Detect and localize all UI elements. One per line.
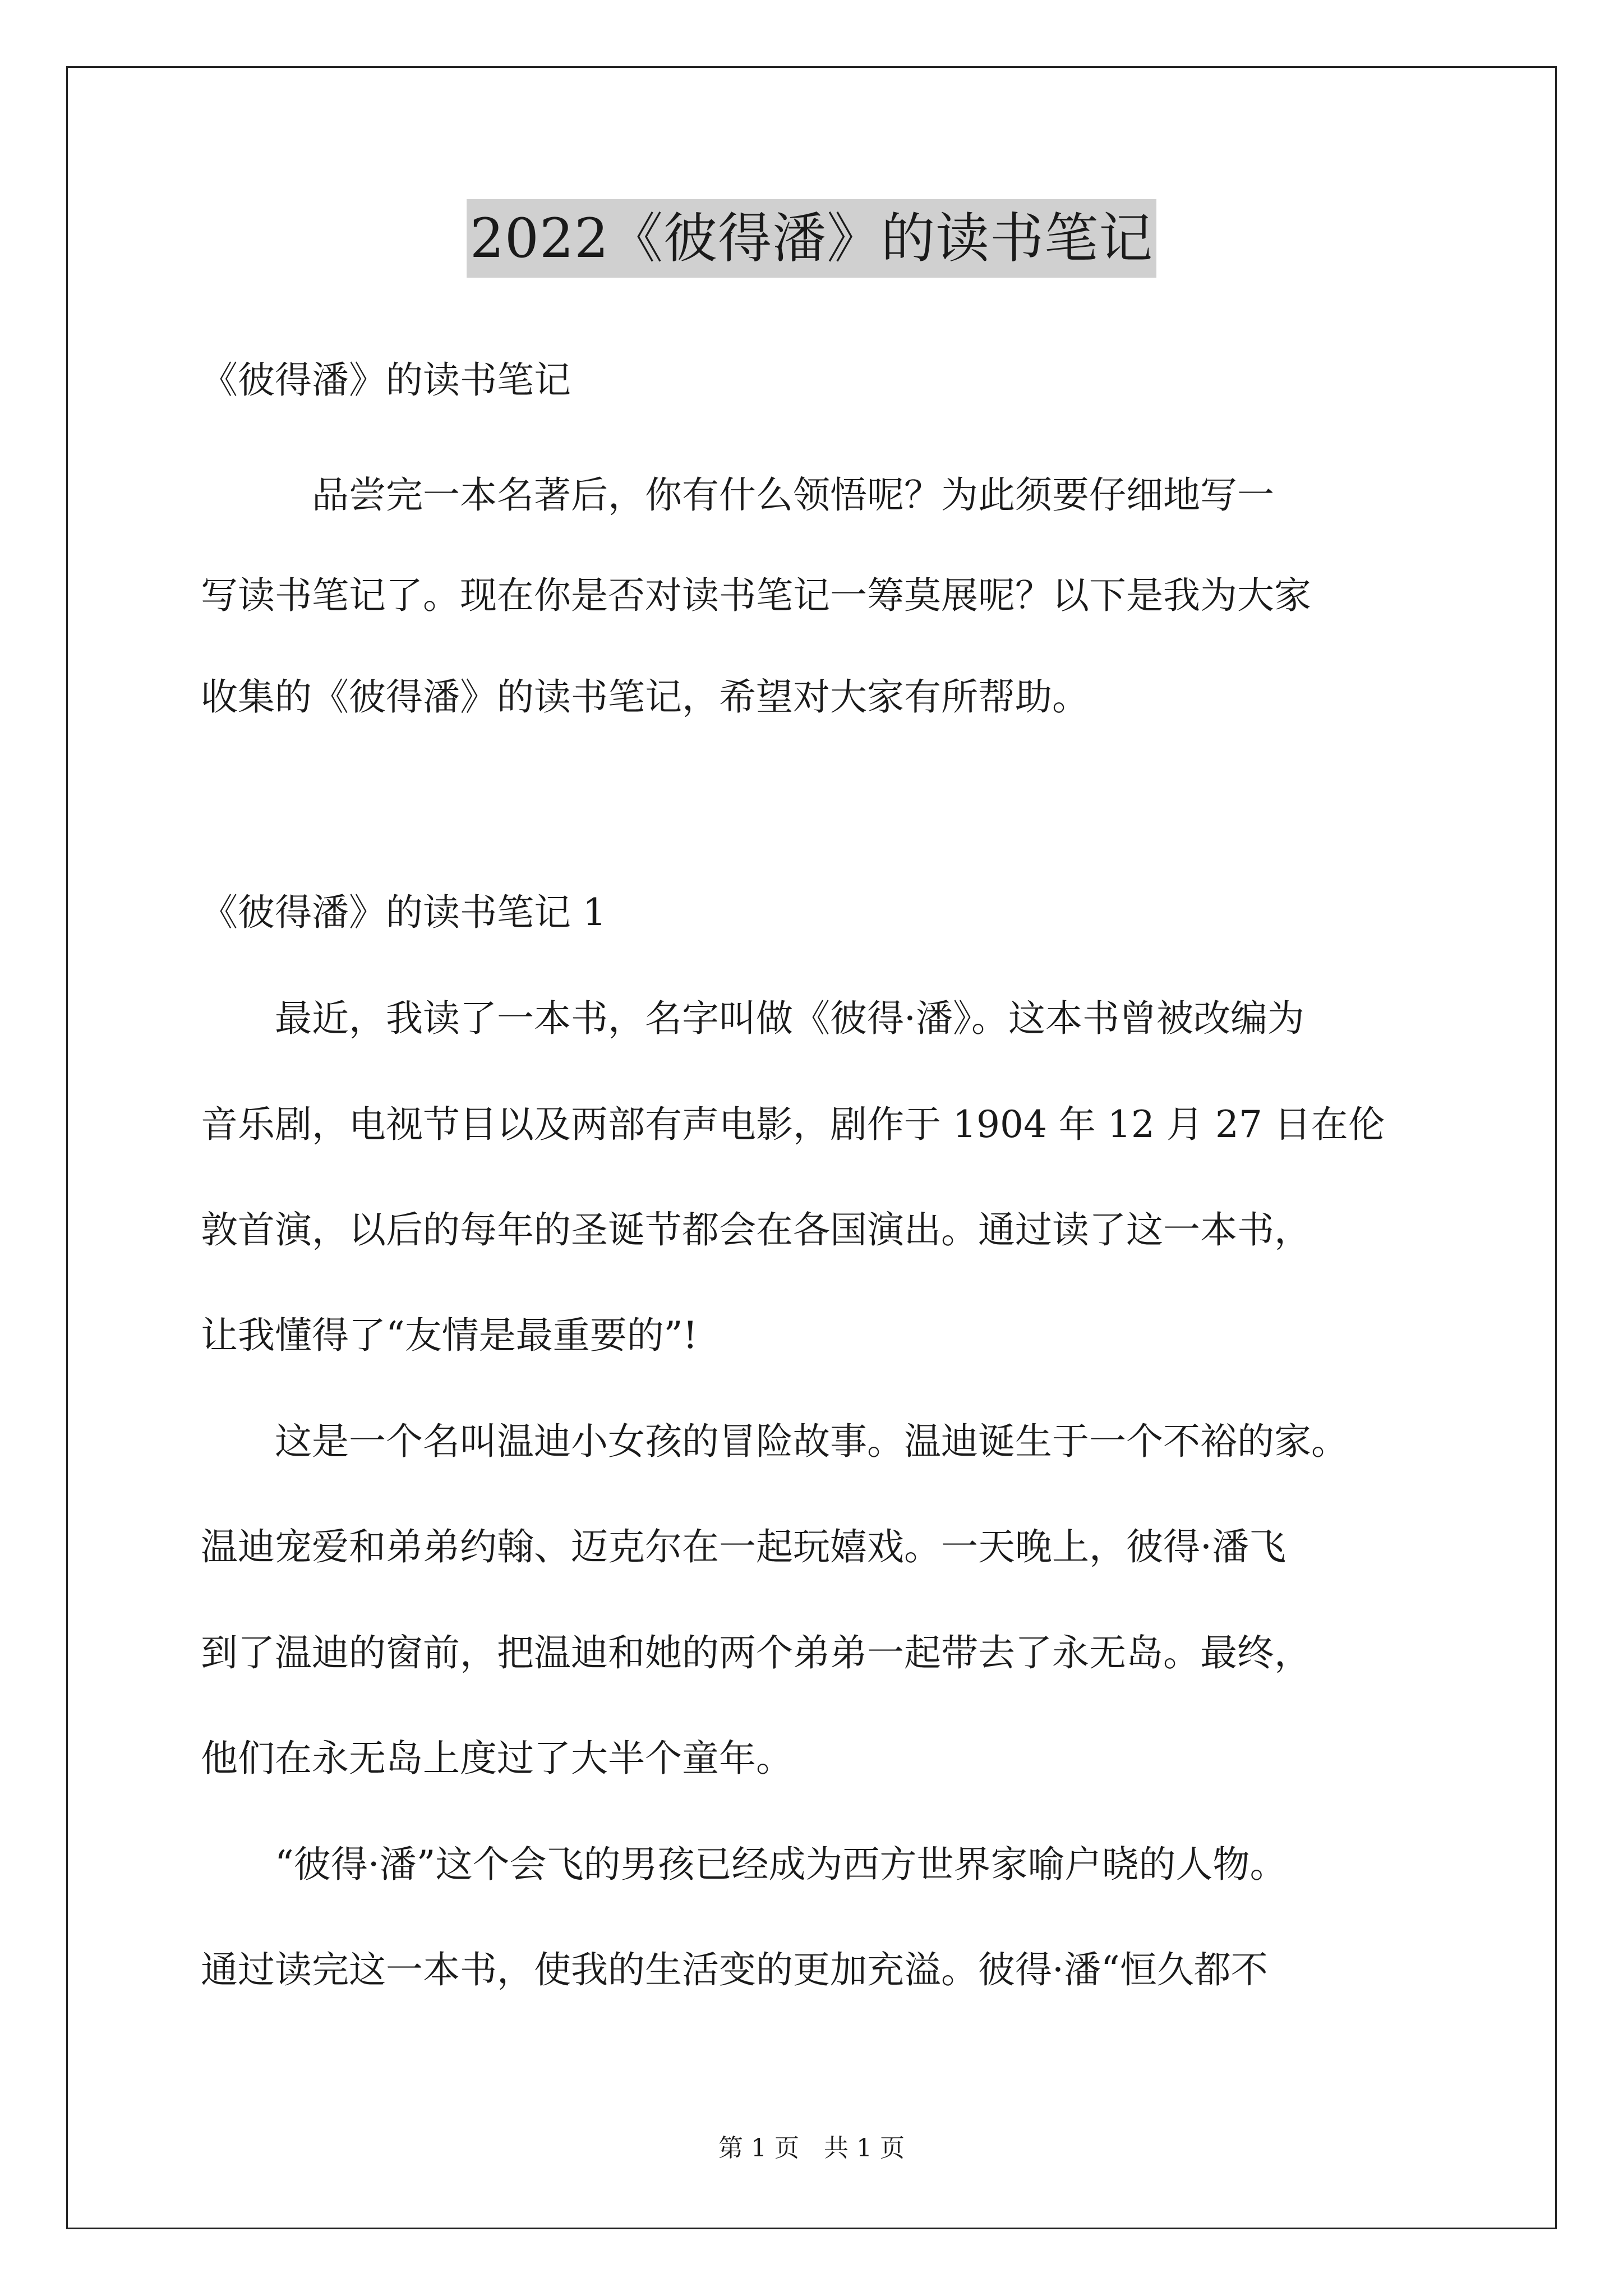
document-title: 2022《彼得潘》的读书笔记 xyxy=(467,199,1156,278)
paragraph-line: 通过读完这一本书，使我的生活变的更加充溢。彼得·潘“恒久都不 xyxy=(201,1948,1268,1991)
page-footer: 第 1 页 共 1 页 xyxy=(718,2134,905,2162)
paragraph-line: “彼得·潘”这个会飞的男孩已经成为西方世界家喻户晓的人物。 xyxy=(201,1843,1287,1886)
paragraph-line: 到了温迪的窗前，把温迪和她的两个弟弟一起带去了永无岛。最终， xyxy=(201,1631,1311,1674)
paragraph-line: 品尝完一本名著后，你有什么领悟呢？为此须要仔细地写一 xyxy=(201,473,1274,517)
paragraph-line: 让我懂得了“友情是最重要的”! xyxy=(201,1314,698,1357)
paragraph-line: 音乐剧，电视节目以及两部有声电影，剧作于 1904 年 12 月 27 日在伦 xyxy=(201,1103,1385,1146)
paragraph-line: 《彼得潘》的读书笔记 xyxy=(201,358,571,402)
paragraph-line: 温迪宠爱和弟弟约翰、迈克尔在一起玩嬉戏。一天晚上，彼得·潘飞 xyxy=(201,1525,1286,1568)
paragraph-line: 敦首演，以后的每年的圣诞节都会在各国演出。通过读了这一本书， xyxy=(201,1208,1311,1251)
paragraph-line: 他们在永无岛上度过了大半个童年。 xyxy=(201,1737,793,1780)
paragraph-line: 收集的《彼得潘》的读书笔记，希望对大家有所帮助。 xyxy=(201,675,1089,719)
paragraph-line: 这是一个名叫温迪小女孩的冒险故事。温迪诞生于一个不裕的家。 xyxy=(201,1420,1348,1463)
title-container xyxy=(0,199,1623,278)
paragraph-line: 最近，我读了一本书，名字叫做《彼得·潘》。这本书曾被改编为 xyxy=(201,997,1304,1040)
section-heading: 《彼得潘》的读书笔记 1 xyxy=(201,891,606,934)
paragraph-line: 写读书笔记了。现在你是否对读书笔记一筹莫展呢？以下是我为大家 xyxy=(201,574,1311,617)
